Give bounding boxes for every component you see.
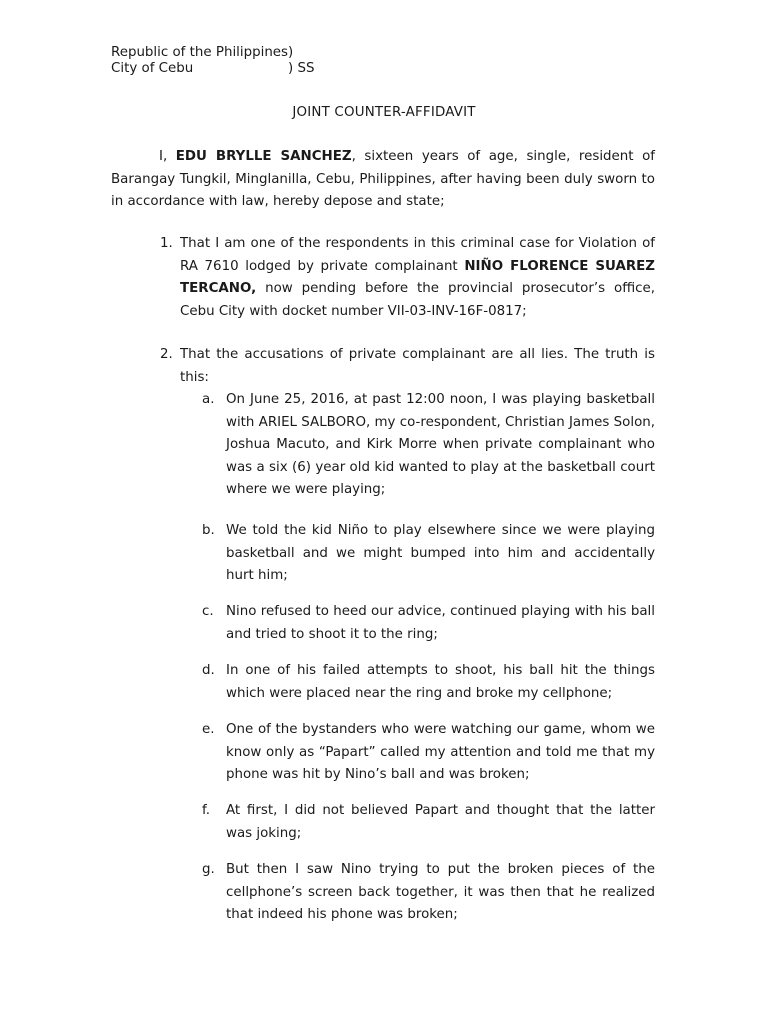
caption-line-republic xyxy=(111,45,293,61)
venue-caption xyxy=(111,45,315,77)
subitem-marker: f. xyxy=(202,803,210,818)
intro-post: , sixteen years of age, single, resident of Barangay Tungkil, Minglanilla, Cebu, Philippines, after having been duly sworn to in accordance with law, hereby depose and state; xyxy=(111,149,655,209)
intro-pre: I, xyxy=(159,149,176,164)
numbered-item-1 xyxy=(160,233,655,323)
subitem-marker: c. xyxy=(202,604,214,619)
subitem-text: We told the kid Niño to play elsewhere since we were playing basketball and we might bumped into him and accidentally hurt him; xyxy=(226,523,655,583)
subitem-text: At first, I did not believed Papart and thought that the latter was joking; xyxy=(226,803,655,841)
item-1-post: now pending before the provincial prosecutor’s office, Cebu City with docket number VII-03-INV-16F-0817; xyxy=(180,281,655,319)
affiant-name: EDU BRYLLE SANCHEZ xyxy=(175,149,352,164)
subitem-c xyxy=(202,601,655,646)
numbered-item-2 xyxy=(160,344,655,389)
item-marker: 2. xyxy=(160,347,173,362)
document-title: JOINT COUNTER-AFFIDAVIT xyxy=(292,105,476,120)
subitem-a xyxy=(202,389,655,502)
subitem-d xyxy=(202,660,655,705)
caption-line-city xyxy=(111,61,315,77)
subitem-marker: e. xyxy=(202,722,215,737)
subitem-text: One of the bystanders who were watching our game, whom we know only as “Papart” called my attention and told me that my phone was hit by Nino’s ball and was broken; xyxy=(226,722,655,782)
intro-paragraph xyxy=(111,146,655,214)
subitem-f xyxy=(202,800,655,845)
caption-republic: Republic of the Philippines) xyxy=(111,45,294,60)
item-marker: 1. xyxy=(160,236,173,251)
subitem-marker: d. xyxy=(202,663,215,678)
subitem-e xyxy=(202,719,655,787)
subitem-marker: b. xyxy=(202,523,215,538)
subitem-marker: g. xyxy=(202,862,215,877)
complainant-name: NIÑO FLORENCE SUAREZ TERCANO, xyxy=(180,258,655,296)
subitem-text: Nino refused to heed our advice, continued playing with his ball and tried to shoot it to the ring; xyxy=(226,604,655,642)
subitem-marker: a. xyxy=(202,392,215,407)
subitem-text: In one of his failed attempts to shoot, his ball hit the things which were placed near the ring and broke my cellphone; xyxy=(226,663,655,701)
subitem-text: But then I saw Nino trying to put the broken pieces of the cellphone’s screen back together, it was then that he realized that indeed his phone was broken; xyxy=(226,862,655,922)
subitem-text: On June 25, 2016, at past 12:00 noon, I was playing basketball with ARIEL SALBORO, my co-respondent, Christian James Solon, Joshua Macuto, and Kirk Morre when private complainant who was a six (6) year old kid wanted to play at the basketball court where we were playing; xyxy=(226,392,655,497)
subitem-b xyxy=(202,520,655,588)
item-text: That the accusations of private complainant are all lies. The truth is this: xyxy=(180,347,655,385)
item-1-pre: That I am one of the respondents in this criminal case for Violation of RA 7610 lodged by private complainant xyxy=(180,236,655,274)
caption-city: City of Cebu xyxy=(111,61,194,76)
caption-ss: ) SS xyxy=(288,61,315,76)
item-text xyxy=(180,233,655,323)
subitem-g xyxy=(202,859,655,927)
